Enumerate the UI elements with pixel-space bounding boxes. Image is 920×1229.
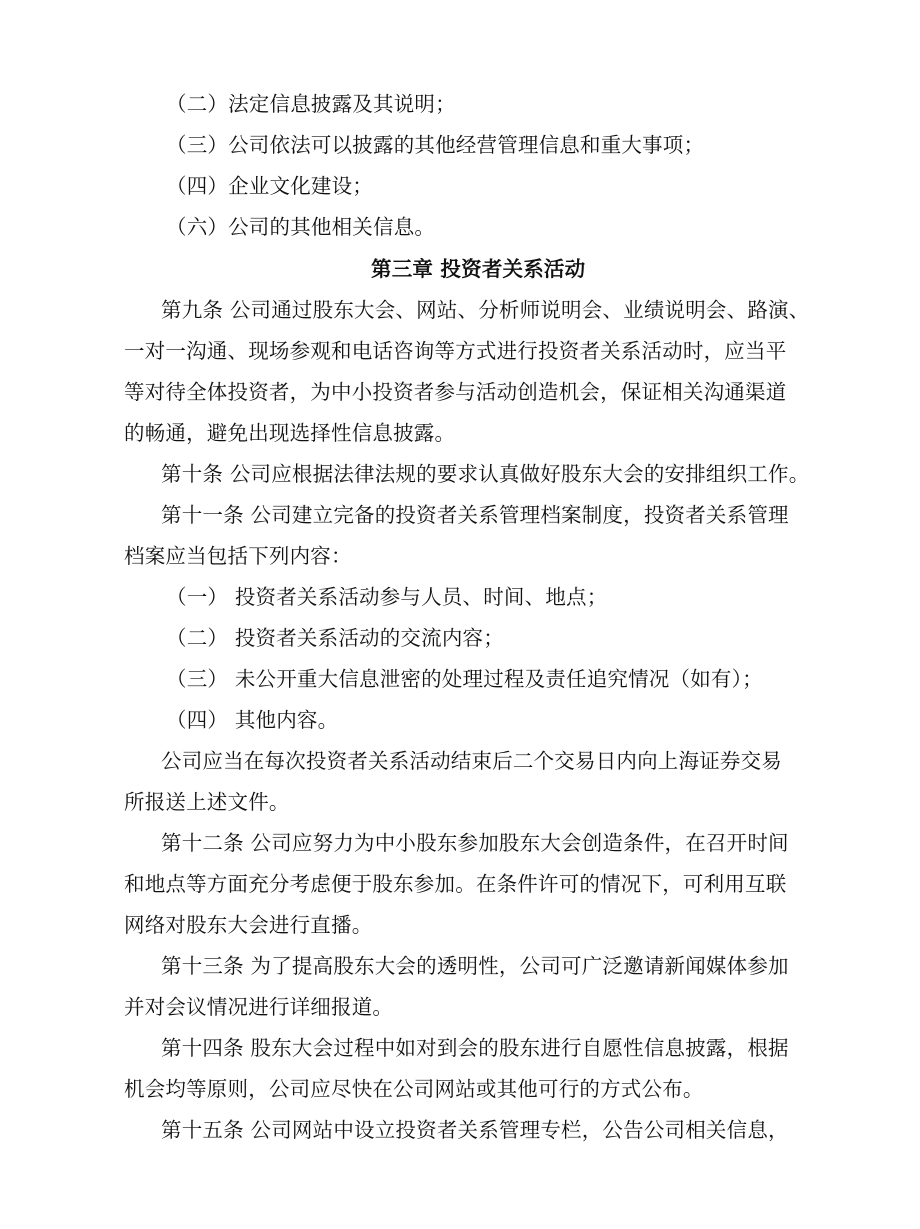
list-item: （三） 未公开重大信息泄密的处理过程及责任追究情况（如有）； (166, 667, 763, 691)
chapter-heading: 第三章 投资者关系活动 (371, 257, 586, 281)
article-12-line: 第十二条 公司应努力为中小股东参加股东大会创造条件，在召开时间 (161, 831, 789, 855)
list-item: （四）企业文化建设； (166, 174, 373, 198)
article-9-line: 第九条 公司通过股东大会、网站、分析师说明会、业绩说明会、路演、 (161, 298, 810, 322)
article-9-line: 等对待全体投资者，为中小投资者参与活动创造机会，保证相关沟通渠道 (124, 380, 787, 404)
article-9-line: 的畅通，避免出现选择性信息披露。 (124, 421, 456, 445)
article-14-line: 第十四条 股东大会过程中如对到会的股东进行自愿性信息披露，根据 (161, 1036, 789, 1060)
list-item: （六）公司的其他相关信息。 (166, 215, 436, 239)
article-12-line: 和地点等方面充分考虑便于股东参加。在条件许可的情况下，可利用互联 (124, 872, 787, 896)
list-item: （二）法定信息披露及其说明； (166, 92, 456, 116)
article-10-line: 第十条 公司应根据法律法规的要求认真做好股东大会的安排组织工作。 (161, 462, 810, 486)
article-12-line: 网络对股东大会进行直播。 (124, 913, 373, 937)
article-13-line: 第十三条 为了提高股东大会的透明性，公司可广泛邀请新闻媒体参加 (161, 954, 789, 978)
article-11-note-line: 所报送上述文件。 (124, 790, 290, 814)
article-11-note-line: 公司应当在每次投资者关系活动结束后二个交易日内向上海证券交易 (161, 749, 782, 773)
list-item: （一） 投资者关系活动参与人员、时间、地点； (166, 585, 608, 609)
article-13-line: 并对会议情况进行详细报道。 (124, 995, 394, 1019)
article-15-line: 第十五条 公司网站中设立投资者关系管理专栏，公告公司相关信息， (161, 1118, 789, 1142)
list-item: （三）公司依法可以披露的其他经营管理信息和重大事项； (166, 133, 705, 157)
list-item: （二） 投资者关系活动的交流内容； (166, 626, 504, 650)
article-9-line: 一对一沟通、现场参观和电话咨询等方式进行投资者关系活动时，应当平 (124, 339, 787, 363)
list-item: （四） 其他内容。 (166, 708, 339, 732)
article-14-line: 机会均等原则，公司应尽快在公司网站或其他可行的方式公布。 (124, 1077, 704, 1101)
article-11-line: 档案应当包括下列内容： (124, 544, 352, 568)
article-11-line: 第十一条 公司建立完备的投资者关系管理档案制度，投资者关系管理 (161, 503, 789, 527)
